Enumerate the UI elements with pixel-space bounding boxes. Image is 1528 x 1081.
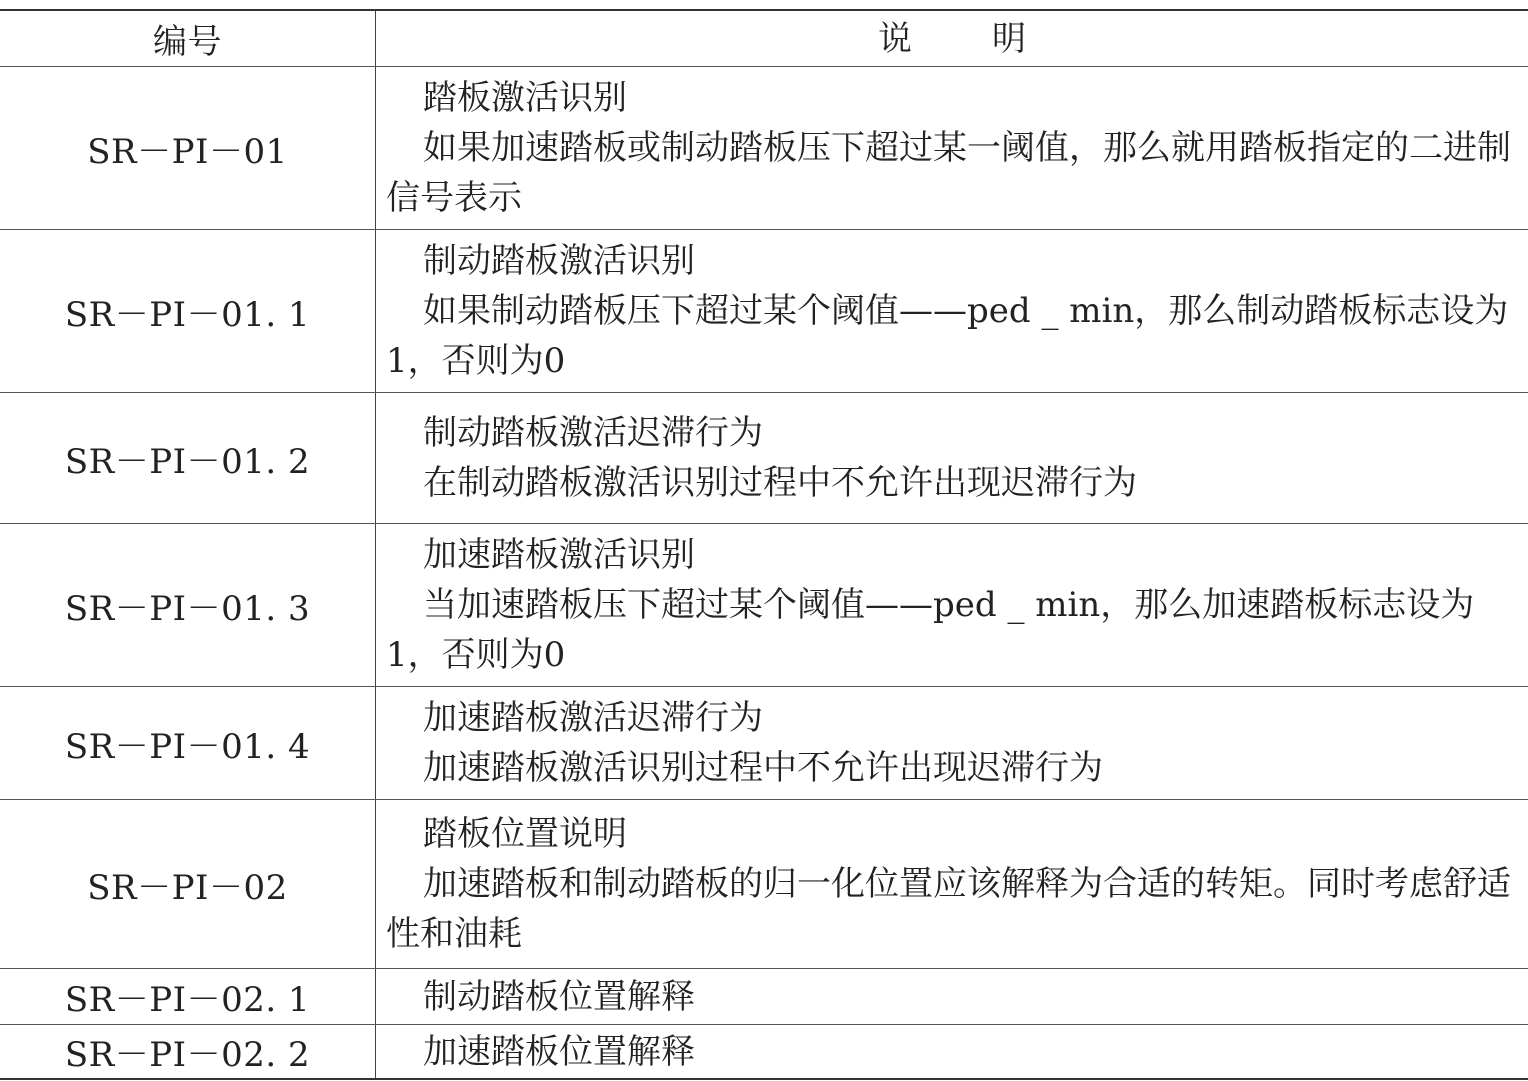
row-description (376, 393, 1528, 523)
row-id-text: SR－PI－01. 2 (64, 441, 311, 482)
table-row (0, 969, 1528, 1025)
table-row (0, 800, 1528, 969)
row-title: 踏板位置说明 (423, 814, 627, 854)
row-description (376, 67, 1528, 229)
table-row (0, 393, 1528, 524)
row-description (376, 687, 1528, 799)
header-description (376, 11, 1528, 66)
row-id (0, 800, 376, 968)
row-title: 制动踏板激活迟滞行为 (423, 413, 763, 453)
row-id (0, 1025, 376, 1078)
table-row (0, 230, 1528, 393)
table-row (0, 524, 1528, 687)
row-text: 在制动踏板激活识别过程中不允许出现迟滞行为 (423, 463, 1137, 503)
row-id (0, 687, 376, 799)
row-id (0, 524, 376, 686)
row-id (0, 969, 376, 1024)
header-description-label: 说明 (878, 18, 1106, 59)
row-id-text: SR－PI－01 (87, 131, 288, 172)
row-text: 当加速踏板压下超过某个阈值——ped _ min，那么加速踏板标志设为1，否则为0 (386, 585, 1475, 675)
table-row (0, 687, 1528, 800)
row-description (376, 230, 1528, 392)
requirements-table (0, 9, 1528, 1080)
row-id-text: SR－PI－01. 3 (64, 588, 311, 629)
row-title: 加速踏板激活迟滞行为 (423, 698, 763, 738)
row-text: 如果加速踏板或制动踏板压下超过某一阈值，那么就用踏板指定的二进制信号表示 (386, 128, 1511, 218)
row-description (376, 800, 1528, 968)
row-description (376, 524, 1528, 686)
row-title: 制动踏板位置解释 (423, 976, 695, 1017)
header-id (0, 11, 376, 66)
row-description (376, 969, 1528, 1024)
row-text: 如果制动踏板压下超过某个阈值——ped _ min，那么制动踏板标志设为1，否则为0 (386, 291, 1509, 381)
row-title: 踏板激活识别 (423, 78, 627, 118)
row-id-text: SR－PI－02. 1 (64, 980, 311, 1020)
header-id-label: 编号 (153, 22, 222, 62)
row-description (376, 1025, 1528, 1078)
table-header-row (0, 11, 1528, 67)
table-row (0, 1025, 1528, 1078)
row-text: 加速踏板激活识别过程中不允许出现迟滞行为 (423, 748, 1103, 788)
row-text: 加速踏板和制动踏板的归一化位置应该解释为合适的转矩。同时考虑舒适性和油耗 (386, 864, 1511, 954)
row-title: 加速踏板位置解释 (423, 1031, 695, 1072)
row-id (0, 230, 376, 392)
row-title: 制动踏板激活识别 (423, 241, 695, 281)
row-id-text: SR－PI－01. 1 (64, 294, 311, 335)
row-title: 加速踏板激活识别 (423, 535, 695, 575)
row-id (0, 67, 376, 229)
table-row (0, 67, 1528, 230)
row-id-text: SR－PI－02 (87, 867, 288, 908)
row-id-text: SR－PI－01. 4 (64, 726, 311, 767)
row-id-text: SR－PI－02. 2 (64, 1035, 311, 1075)
row-id (0, 393, 376, 523)
